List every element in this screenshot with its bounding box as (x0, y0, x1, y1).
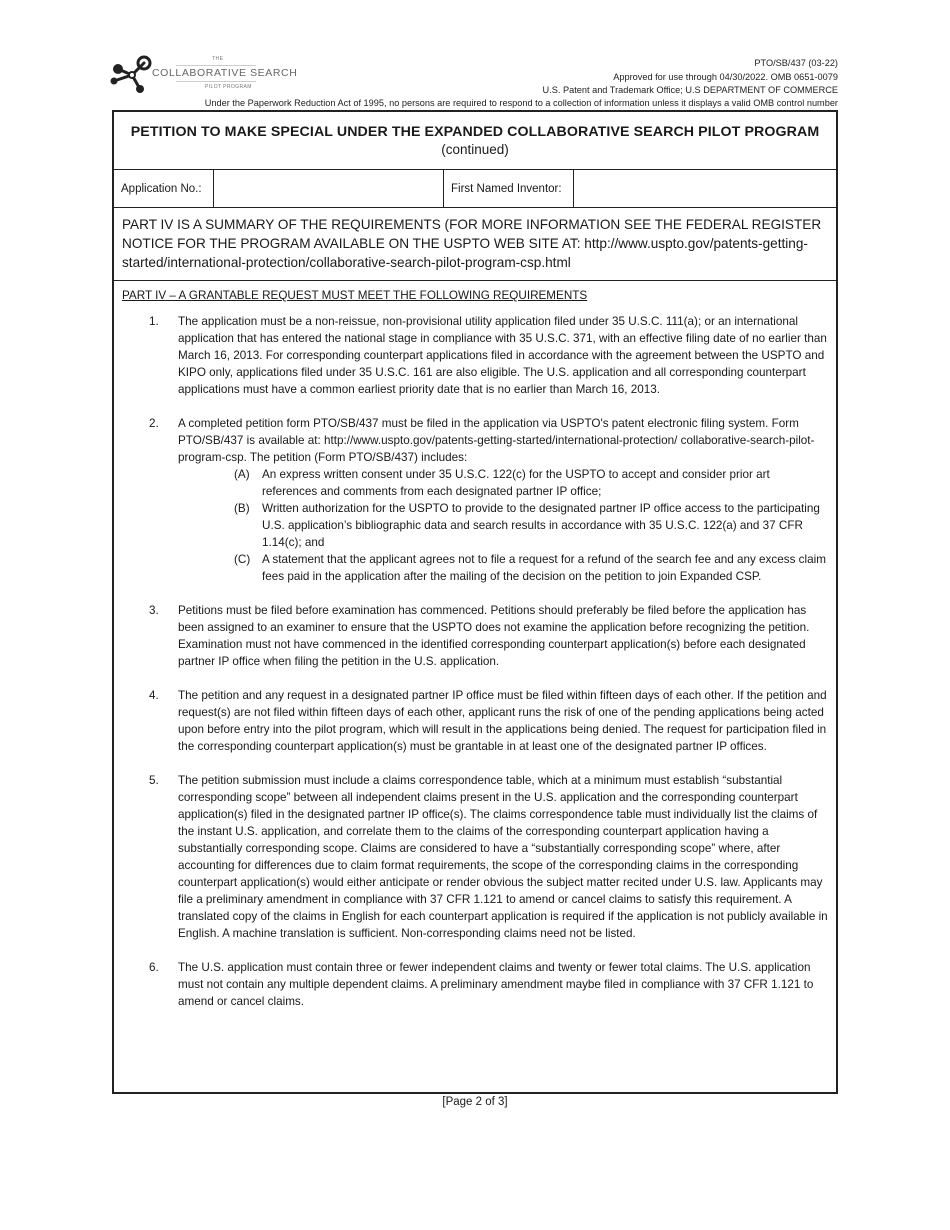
requirement-text: The U.S. application must contain three or fewer independent claims and twenty or fewer total claims. The U.S. application must not contain any multiple dependent claims. A preliminary amendment maybe filed in compliance with 37 CFR 1.121 to amend or cancel claims. (178, 961, 814, 1008)
requirement-item (122, 959, 828, 1010)
requirement-item (122, 687, 828, 755)
requirement-number: 2. (149, 417, 159, 430)
logo-the-text: THE (212, 56, 224, 62)
office-name: U.S. Patent and Trademark Office; U.S DEPARTMENT OF COMMERCE (542, 85, 838, 95)
logo-rule-bottom (176, 81, 256, 82)
form-subtitle: (continued) (441, 142, 509, 157)
sub-requirement-label: (B) (234, 502, 250, 515)
form-id: PTO/SB/437 (03-22) (754, 58, 838, 68)
requirement-text: The petition and any request in a designated partner IP office must be filed within fifteen days of each other. If the petition and request(s) are not filed within fifteen days of each other, applicant runs the risk of one of the pending applications being acted upon before entry into the pilot program, which will result in the applications being denied. The request for participation filed in the corresponding counterpart application(s) must be grantable in at least one of the designated partner IP offices. (178, 689, 827, 753)
requirement-text: The petition submission must include a claims correspondence table, which at a minimum must establish “substantial corresponding scope” between all independent claims present in the U.S. application and the corresponding counterpart application(s) filed in the designated partner IP office(s). The claims correspondence table must individually list the claims of the instant U.S. application, and correlate them to the claims of the corresponding counterpart application having a substantially corresponding scope. Claims are considered to have a “substantially corresponding scope” where, after accounting for differences due to claim format requirements, the scope of the corresponding claims in the corresponding counterpart application(s) would either anticipate or render obvious the subject matter recited under U.S. law. Applicants may file a preliminary amendment in compliance with 37 CFR 1.121 to amend or cancel claims to satisfy this requirement. A translated copy of the claims in English for each counterpart application is required if the application is not publicly available in English. A machine translation is sufficient. Non-corresponding claims need not be listed. (178, 774, 828, 940)
requirement-number: 1. (149, 315, 159, 328)
sub-requirement (234, 466, 828, 500)
paperwork-notice: Under the Paperwork Reduction Act of 1995, no persons are required to respond to a collection of information unless it displays a valid OMB control number (204, 98, 838, 108)
collaborative-search-logo (110, 53, 298, 95)
sub-requirement-label: (C) (234, 553, 251, 566)
sub-requirement (234, 551, 828, 585)
title-box (114, 112, 836, 170)
requirement-number: 3. (149, 604, 159, 617)
requirement-number: 5. (149, 774, 159, 787)
part-iv-summary: PART IV IS A SUMMARY OF THE REQUIREMENTS (FOR MORE INFORMATION SEE THE FEDERAL REGISTER NOTICE FOR THE PROGRAM AVAILABLE ON THE USPTO WEB SITE AT: http://www.uspto.gov/patents-getting-started/international-protection/collaborative-search-pilot-program-csp.html (114, 208, 836, 281)
sub-requirement-text: Written authorization for the USPTO to provide to the designated partner IP office access to the participating U.S. application’s bibliographic data and search results in accordance with 35 U.S.C. 122(a) and 37 CFR 1.14(c); and (262, 502, 820, 549)
first-inventor-label: First Named Inventor: (444, 170, 574, 207)
requirement-number: 4. (149, 689, 159, 702)
requirement-text: Petitions must be filed before examination has commenced. Petitions should preferably be filed before the application has been assigned to an examiner to ensure that the USPTO does not examine the application before recognizing the petition. Examination must not have commenced in the identified corresponding counterpart application(s) before each designated partner IP office when filing the petition in the U.S. application. (178, 604, 810, 668)
first-inventor-field[interactable] (574, 170, 836, 207)
requirement-body (178, 415, 828, 585)
requirement-item (122, 772, 828, 942)
logo-molecule-icon (110, 55, 158, 93)
requirement-number: 6. (149, 961, 159, 974)
requirement-text: The application must be a non-reissue, non-provisional utility application filed under 35 U.S.C. 111(a); or an international application that has entered the national stage in compliance with 35 U.S.C. 371, with an effective filing date of no earlier than March 16, 2013. For corresponding counterpart applications filed in accordance with the agreement between the USPTO and KIPO only, applications filed under 35 U.S.C. 161 are also eligible. The U.S. application and all corresponding counterpart applications must have a common earliest priority date that is no earlier than March 16, 2013. (178, 315, 827, 396)
sub-requirement (234, 500, 828, 551)
form-frame (112, 110, 838, 1094)
part-iv-heading: PART IV – A GRANTABLE REQUEST MUST MEET THE FOLLOWING REQUIREMENTS (122, 289, 588, 302)
form-title: PETITION TO MAKE SPECIAL UNDER THE EXPANDED COLLABORATIVE SEARCH PILOT PROGRAM (130, 124, 820, 140)
sub-requirement-label: (A) (234, 468, 250, 481)
requirement-item (122, 602, 828, 670)
requirement-item (122, 415, 828, 585)
sub-requirement-text: A statement that the applicant agrees not to file a request for a refund of the search fee and any excess claim fees paid in the application after the mailing of the decision on the petition to join Expanded CSP. (262, 553, 826, 583)
logo-rule-top (176, 65, 256, 66)
requirement-item (122, 313, 828, 398)
omb-approval: Approved for use through 04/30/2022. OMB 0651-0079 (613, 72, 838, 82)
application-number-field[interactable] (214, 170, 444, 207)
requirement-text: A completed petition form PTO/SB/437 must be filed in the application via USPTO's patent electronic filing system. Form PTO/SB/437 is available at: http://www.uspto.gov/patents-getting-started/international-protection/ collaborative-search-pilot-program-csp. The petition (Form PTO/SB/437) includes: (178, 417, 815, 464)
application-number-label: Application No.: (114, 170, 214, 207)
application-info-row (114, 170, 836, 208)
page-number: [Page 2 of 3] (442, 1096, 508, 1108)
requirements-section (114, 281, 836, 1010)
logo-pilot-text: PILOT PROGRAM (205, 84, 252, 90)
sub-requirement-text: An express written consent under 35 U.S.C. 122(c) for the USPTO to accept and consider prior art references and comments from each designated partner IP office; (262, 468, 770, 498)
logo-brand-text: COLLABORATIVE SEARCH (152, 67, 298, 79)
